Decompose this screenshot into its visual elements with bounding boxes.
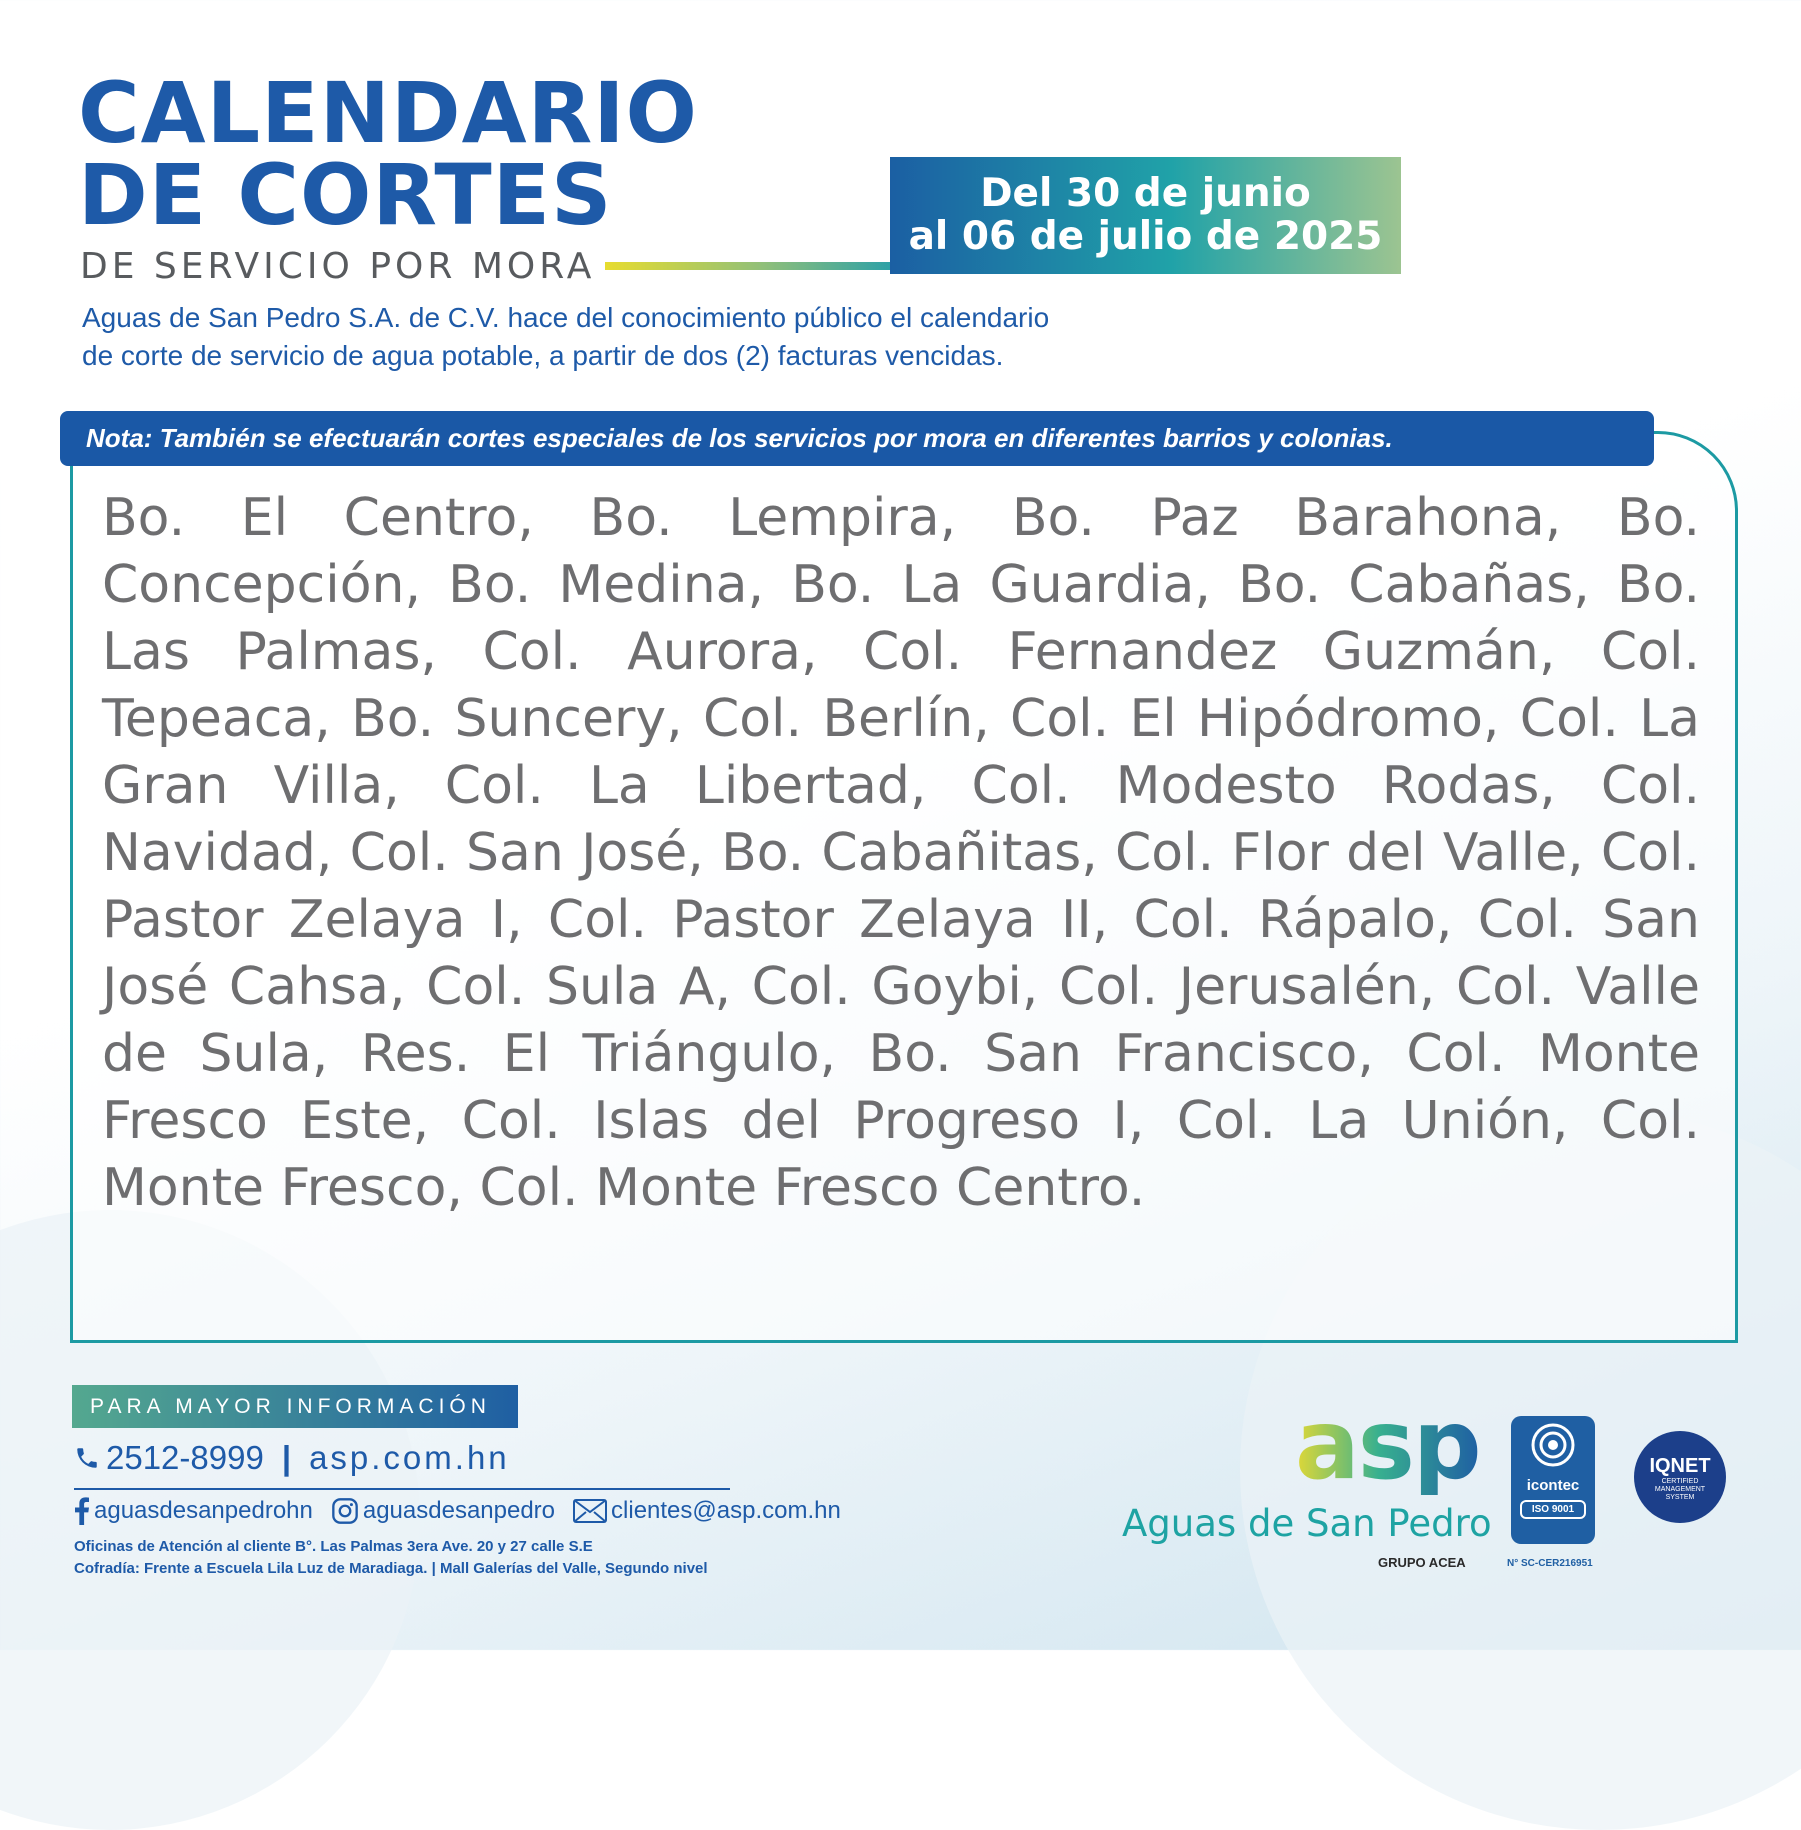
iqnet-sub-1: CERTIFIED: [1661, 1478, 1699, 1485]
website-link[interactable]: asp.com.hn: [309, 1439, 510, 1476]
email-link[interactable]: [573, 1497, 841, 1525]
instagram-handle: aguasdesanpedro: [362, 1497, 556, 1524]
address-line-2: Cofradía: Frente a Escuela Lila Luz de Maradiaga. | Mall Galerías del Valle, Segundo nivel: [74, 1560, 708, 1577]
intro-line-1: Aguas de San Pedro S.A. de C.V. hace del conocimiento público el calendario: [82, 302, 1050, 333]
contact-separator: |: [281, 1439, 292, 1476]
office-address: [74, 1536, 708, 1580]
iqnet-sub-3: SYSTEM: [1665, 1494, 1695, 1501]
facebook-handle: aguasdesanpedrohn: [94, 1497, 313, 1524]
icontec-label: icontec: [1526, 1477, 1580, 1494]
date-line-1: Del 30 de junio: [980, 171, 1311, 216]
group-name: GRUPO ACEA: [1378, 1555, 1466, 1570]
accent-divider: [605, 262, 895, 270]
page-title: [78, 64, 698, 244]
phone-icon: [74, 1444, 100, 1472]
certificate-number: N° SC-CER216951: [1507, 1558, 1593, 1569]
email-address: clientes@asp.com.hn: [611, 1497, 841, 1524]
iqnet-sub-2: MANAGEMENT: [1654, 1486, 1706, 1493]
date-range-badge: [890, 157, 1401, 274]
icontec-badge: [1511, 1416, 1595, 1544]
asp-logo: asp: [1295, 1389, 1480, 1501]
mail-icon: [573, 1499, 607, 1523]
social-links: [74, 1494, 849, 1528]
title-line-1: CALENDARIO: [78, 64, 698, 162]
facebook-icon: [74, 1497, 90, 1525]
intro-line-2: de corte de servicio de agua potable, a partir de dos (2) facturas vencidas.: [82, 340, 1004, 371]
instagram-icon: [331, 1497, 359, 1525]
date-line-2: al 06 de julio de 2025: [908, 214, 1383, 259]
contact-line: [74, 1433, 510, 1483]
iso-label: ISO 9001: [1520, 1500, 1586, 1519]
note-banner: Nota: También se efectuarán cortes especiales de los servicios por mora en diferentes barrios y colonias.: [60, 411, 1654, 466]
address-line-1: Oficinas de Atención al cliente B°. Las Palmas 3era Ave. 20 y 27 calle S.E: [74, 1538, 593, 1555]
page-subtitle: DE SERVICIO POR MORA: [80, 246, 596, 287]
info-label: PARA MAYOR INFORMACIÓN: [72, 1385, 518, 1428]
phone-number[interactable]: 2512-8999: [106, 1439, 264, 1476]
intro-text: [82, 299, 1212, 375]
company-name: Aguas de San Pedro: [1122, 1502, 1492, 1545]
contact-divider: [74, 1488, 730, 1490]
icontec-seal-icon: [1511, 1420, 1595, 1475]
iqnet-name: IQNET: [1649, 1455, 1711, 1477]
neighborhood-list: Bo. El Centro, Bo. Lempira, Bo. Paz Barahona, Bo. Concepción, Bo. Medina, Bo. La Guardia, Bo. Cabañas, Bo. Las Palmas, Col. Aurora, Col. Fernandez Guzmán, Col. Tepeaca, Bo. Suncery, Col. Berlín, Col. El Hipódromo, Col. La Gran Villa, Col. La Libertad, Col. Modesto Rodas, Col. Navidad, Col. San José, Bo. Cabañitas, Col. Flor del Valle, Col. Pastor Zelaya I, Col. Pastor Zelaya II, Col. Rápalo, Col. San José Cahsa, Col. Sula A, Col. Goybi, Col. Jerusalén, Col. Valle de Sula, Res. El Triángulo, Bo. San Francisco, Col. Monte Fresco Este, Col. Islas del Progreso I, Col. La Unión, Col. Monte Fresco, Col. Monte Fresco Centro.: [102, 488, 1700, 1218]
facebook-link[interactable]: [74, 1497, 313, 1525]
title-line-2: DE CORTES: [78, 146, 613, 244]
iqnet-badge: [1634, 1431, 1726, 1523]
instagram-link[interactable]: [331, 1497, 555, 1525]
